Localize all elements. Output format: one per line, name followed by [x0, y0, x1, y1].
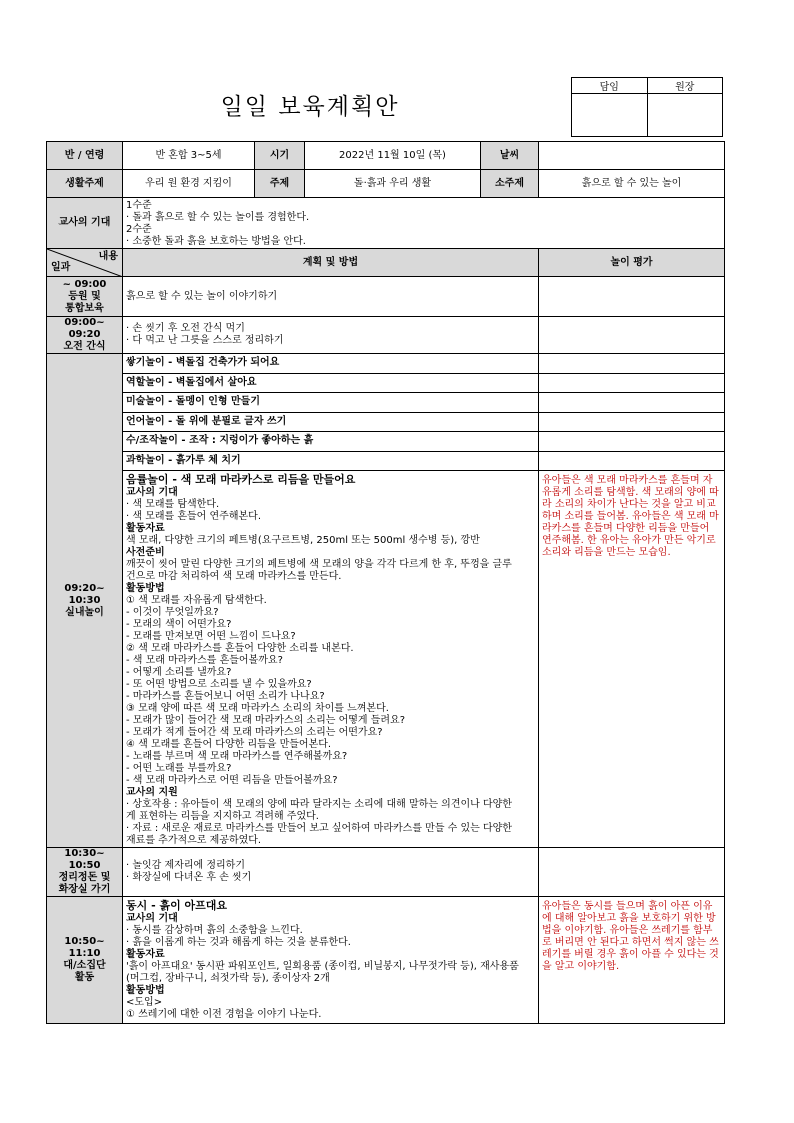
theme-value[interactable]: 우리 원 환경 지킴이 [123, 170, 255, 198]
page-title: 일일 보육계획안 [220, 94, 400, 120]
section-heading: 활동방법 [126, 583, 165, 594]
indoor-activity-row [47, 432, 725, 452]
plan-line: - 모래를 만져보면 어떤 느낌이 드나요? [126, 631, 296, 642]
plan-line: - 색 모래 마라카스로 어떤 리듬을 만들어볼까요? [126, 775, 338, 786]
expectation-line: 2수준 [126, 224, 152, 235]
section-heading: 교사의 기대 [126, 487, 178, 498]
section-heading: 활동방법 [126, 985, 165, 996]
class-label: 반 / 연령 [47, 142, 123, 170]
cleanup-line: · 놀잇감 제자리에 정리하기 [126, 860, 245, 871]
plan-line: ① 쓰레기에 대한 이전 경험을 이야기 나눈다. [126, 1009, 322, 1020]
info-row-1 [47, 142, 725, 170]
plan-line: (머그컵, 장바구니, 쇠젓가락 등), 종이상자 2개 [126, 973, 330, 984]
director-sign-label: 원장 [647, 78, 723, 94]
teacher-sign-label: 담임 [572, 78, 648, 94]
group-plan[interactable] [123, 897, 539, 1024]
plan-line: - 마라카스를 흔들어보니 어떤 소리가 나나요? [126, 691, 325, 702]
subtopic-value[interactable]: 흙으로 할 수 있는 놀이 [539, 170, 725, 198]
section-heading: 사전준비 [126, 547, 165, 558]
plan-line: - 어떻게 소리를 낼까요? [126, 667, 232, 678]
plan-line: · 동시를 감상하며 흙의 소중함을 느낀다. [126, 925, 303, 936]
section-heading: 교사의 지원 [126, 787, 178, 798]
header-row [47, 249, 725, 277]
plan-line: ① 색 모래를 자유롭게 탐색한다. [126, 595, 267, 606]
plan-line: · 상호작용 : 유아들이 색 모래의 양에 따라 달라지는 소리에 대해 말하는 의견이나 다양한 [126, 799, 512, 810]
plan-line: · 색 모래를 탐색한다. [126, 499, 220, 510]
indoor-activity-row [47, 354, 725, 374]
indoor-activity-row [47, 412, 725, 432]
snack-time: 09:00~ 09:20 오전 간식 [47, 317, 123, 354]
activity-language-play[interactable]: 언어놀이 - 돌 위에 분필로 글자 쓰기 [123, 412, 539, 432]
plan-line: <도입> [126, 997, 163, 1008]
activity-eval[interactable] [539, 373, 725, 393]
group-eval[interactable] [539, 897, 725, 1024]
theme-label: 생활주제 [47, 170, 123, 198]
group-activity-title: 동시 - 흙이 아프대요 [126, 899, 228, 912]
plan-line: 색 모래, 다양한 크기의 페트병(요구르트병, 250ml 또는 500ml 생수병 등), 깡반 [126, 535, 480, 546]
plan-line: - 색 모래 마라카스를 흔들어볼까요? [126, 655, 283, 666]
plan-line: 게 표현하는 리듬을 지지하고 격려해 주었다. [126, 811, 319, 822]
director-sign-box[interactable] [647, 94, 723, 137]
group-eval-text: 유아들은 동시를 들으며 흙이 아픈 이유에 대해 알아보고 흙을 보호하기 위한 방법을 이야기함. 유아들은 쓰레기를 함부로 버리면 안 된다고 하면서 썩지 않는 쓰레기를 버릴 경우 흙이 아플 수 있다는 것을 알고 이야기함. [542, 901, 719, 972]
arrival-text: 흙으로 할 수 있는 놀이 이야기하기 [126, 290, 278, 302]
header-diagonal-cell [47, 249, 123, 277]
music-activity-plan[interactable] [123, 471, 539, 848]
arrival-time: ~ 09:00 등원 및 통합보육 [47, 277, 123, 317]
expectation-line: 1수준 [126, 200, 152, 211]
snack-line: · 다 먹고 난 그릇을 스스로 정리하기 [126, 335, 284, 346]
plan-line: - 노래를 부르며 색 모래 마라카스를 연주해볼까요? [126, 751, 348, 762]
plan-line: 재료를 추가적으로 제공하였다. [126, 835, 262, 846]
activity-eval[interactable] [539, 432, 725, 452]
subtopic-label: 소주제 [481, 170, 539, 198]
section-heading: 교사의 기대 [126, 913, 178, 924]
activity-math-play[interactable]: 수/조작놀이 - 조작 : 지렁이가 좋아하는 흙 [123, 432, 539, 452]
music-eval-text: 유아들은 색 모래 마라카스를 흔들며 자유롭게 소리를 탐색함. 색 모래의 양에 따라 소리의 차이가 난다는 것을 알고 비교하며 소리를 들어봄. 유아들은 색 모래 마라카스를 흔들며 다양한 리듬을 만들어 연주해봄. 한 유아는 유아가 만든 악기로 소리와 리듬을 만드는 모습임. [542, 475, 719, 558]
topic-label: 주제 [255, 170, 305, 198]
info-row-2 [47, 170, 725, 198]
approval-box [571, 77, 723, 137]
group-activity-lines [126, 913, 535, 1021]
activity-eval[interactable] [539, 354, 725, 374]
date-label: 시기 [255, 142, 305, 170]
class-value[interactable]: 반 혼합 3~5세 [123, 142, 255, 170]
section-heading: 활동자료 [126, 949, 165, 960]
music-activity-row [47, 471, 725, 848]
arrival-plan[interactable] [123, 277, 539, 317]
snack-line: · 손 씻기 후 오전 간식 먹기 [126, 323, 245, 334]
snack-plan[interactable] [123, 317, 539, 354]
activity-eval[interactable] [539, 412, 725, 432]
music-activity-title: 음률놀이 - 색 모래 마라카스로 리듬을 만들어요 [126, 473, 356, 486]
plan-line: 건으로 마감 처리하여 색 모래 마라카스를 만든다. [126, 571, 342, 582]
weather-value[interactable] [539, 142, 725, 170]
activity-art-play[interactable]: 미술놀이 - 돌멩이 인형 만들기 [123, 393, 539, 413]
cleanup-plan[interactable] [123, 848, 539, 897]
group-row [47, 897, 725, 1024]
arrival-eval[interactable] [539, 277, 725, 317]
teacher-sign-box[interactable] [572, 94, 648, 137]
plan-line: - 모래가 많이 들어간 색 모래 마라카스의 소리는 어떻게 들려요? [126, 715, 406, 726]
indoor-activity-row [47, 393, 725, 413]
plan-line: · 자료 : 새로운 재료로 마라카스를 만들어 보고 싶어하여 마라카스를 만들 수 있는 다양한 [126, 823, 512, 834]
activity-eval[interactable] [539, 451, 725, 471]
header-plan-label: 계획 및 방법 [123, 249, 539, 277]
plan-line: · 흙을 이롭게 하는 것과 해롭게 하는 것을 분류한다. [126, 937, 351, 948]
indoor-time: 09:20~ 10:30 실내놀이 [47, 354, 123, 848]
plan-line: · 색 모래를 흔들어 연주해본다. [126, 511, 261, 522]
indoor-activity-row [47, 451, 725, 471]
plan-line: '흙이 아프대요' 동시판 파워포인트, 일회용품 (종이컵, 비닐봉지, 나무젓가락 등), 재사용품 [126, 961, 519, 972]
plan-line: - 모래가 적게 들어간 색 모래 마라카스의 소리는 어떤가요? [126, 727, 383, 738]
expectation-row [47, 198, 725, 249]
cleanup-line: · 화장실에 다녀온 후 손 씻기 [126, 872, 252, 883]
plan-line: - 또 어떤 방법으로 소리를 낼 수 있을까요? [126, 679, 312, 690]
arrival-row [47, 277, 725, 317]
music-activity-lines [126, 487, 535, 847]
indoor-activity-row [47, 373, 725, 393]
activity-role-play[interactable]: 역할놀이 - 벽돌집에서 살아요 [123, 373, 539, 393]
header-day-label: 일과 [51, 262, 71, 273]
expectation-line: · 소중한 돌과 흙을 보호하는 방법을 안다. [126, 236, 306, 247]
expectation-content[interactable] [123, 198, 725, 249]
activity-science-play[interactable]: 과학놀이 - 흙가루 체 치기 [123, 451, 539, 471]
header-content-label: 내용 [98, 251, 118, 262]
plan-line: - 어떤 노래를 부를까요? [126, 763, 232, 774]
expectation-label: 교사의 기대 [47, 198, 123, 249]
plan-line: ④ 색 모래를 흔들어 다양한 리듬을 만들어본다. [126, 739, 332, 750]
activity-eval[interactable] [539, 393, 725, 413]
snack-row [47, 317, 725, 354]
cleanup-eval[interactable] [539, 848, 725, 897]
plan-line: ② 색 모래 마라카스를 흔들어 다양한 소리를 내본다. [126, 643, 354, 654]
cleanup-time: 10:30~ 10:50 정리정돈 및 화장실 가기 [47, 848, 123, 897]
snack-eval[interactable] [539, 317, 725, 354]
expectation-line: · 돌과 흙으로 할 수 있는 놀이를 경험한다. [126, 212, 310, 223]
plan-line: 깨끗이 씻어 말린 다양한 크기의 페트병에 색 모래의 양을 각각 다르게 한 후, 뚜껑을 글루 [126, 559, 512, 570]
topic-value[interactable]: 돌·흙과 우리 생활 [305, 170, 481, 198]
weather-label: 날씨 [481, 142, 539, 170]
plan-line: ③ 모래 양에 따른 색 모래 마라카스 소리의 차이를 느껴본다. [126, 703, 389, 714]
section-heading: 활동자료 [126, 523, 165, 534]
activity-block-play[interactable]: 쌓기놀이 - 벽돌집 건축가가 되어요 [123, 354, 539, 374]
group-time: 10:50~ 11:10 대/소집단 활동 [47, 897, 123, 1024]
date-value[interactable]: 2022년 11월 10일 (목) [305, 142, 481, 170]
music-eval[interactable] [539, 471, 725, 848]
plan-line: - 이것이 무엇일까요? [126, 607, 219, 618]
plan-line: - 모래의 색이 어떤가요? [126, 619, 232, 630]
cleanup-row [47, 848, 725, 897]
header-eval-label: 놀이 평가 [539, 249, 725, 277]
daily-plan-table [46, 141, 725, 1024]
